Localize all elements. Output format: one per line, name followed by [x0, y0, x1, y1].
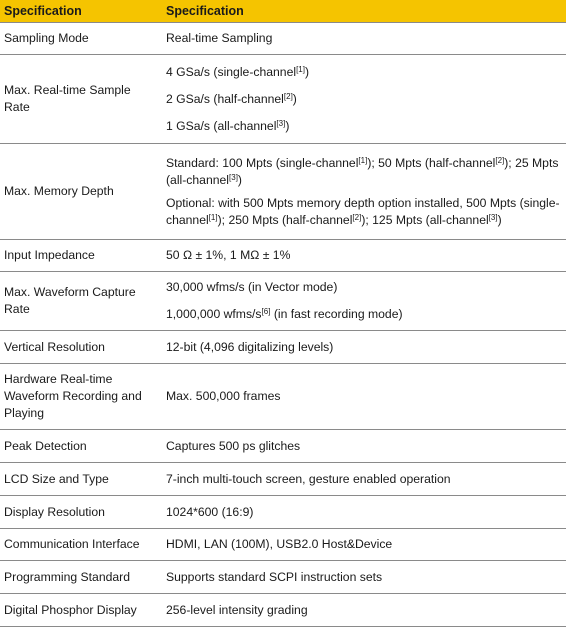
spec-label: Vertical Resolution [0, 331, 160, 364]
table-row [0, 331, 566, 364]
table-row [0, 55, 566, 144]
spec-label: Max. Real-time Sample Rate [0, 55, 160, 144]
spec-value: Supports standard SCPI instruction sets [160, 561, 566, 594]
spec-label: Digital Phosphor Display [0, 594, 160, 627]
table-row [0, 144, 566, 240]
spec-value: 7-inch multi-touch screen, gesture enabled operation [160, 463, 566, 496]
spec-value: 12-bit (4,096 digitalizing levels) [160, 331, 566, 364]
spec-value: 256-level intensity grading [160, 594, 566, 627]
spec-value: 30,000 wfms/s (in Vector mode) 1,000,000 wfms/s[6] (in fast recording mode) [160, 272, 566, 331]
spec-value: Real-time Sampling [160, 23, 566, 55]
spec-label: Sampling Mode [0, 23, 160, 55]
spec-value: 1024*600 (16:9) [160, 496, 566, 529]
table-row [0, 430, 566, 463]
spec-value: 4 GSa/s (single-channel[1]) 2 GSa/s (half-channel[2]) 1 GSa/s (all-channel[3]) [160, 55, 566, 144]
spec-value: Standard: 100 Mpts (single-channel[1]); 50 Mpts (half-channel[2]); 25 Mpts (all-channel[3]) Optional: with 500 Mpts memory depth option installed, 500 Mpts (single-channel[1]); 250 Mpts (half-channel[2]); 125 Mpts (all-channel[3]) [160, 144, 566, 240]
table-row [0, 529, 566, 561]
table-row [0, 594, 566, 627]
header-row [0, 0, 566, 23]
spec-value: 50 Ω ± 1%, 1 MΩ ± 1% [160, 240, 566, 272]
spec-label: Communication Interface [0, 529, 160, 561]
table-row [0, 272, 566, 331]
table-row [0, 23, 566, 55]
table-row [0, 496, 566, 529]
spec-label: Max. Memory Depth [0, 144, 160, 240]
spec-label: Programming Standard [0, 561, 160, 594]
header-col-2: Specification [160, 0, 566, 23]
spec-value: Captures 500 ps glitches [160, 430, 566, 463]
spec-label: Hardware Real-time Waveform Recording and Playing [0, 364, 160, 430]
table-row [0, 463, 566, 496]
spec-value: HDMI, LAN (100M), USB2.0 Host&Device [160, 529, 566, 561]
spec-label: Input Impedance [0, 240, 160, 272]
spec-label: LCD Size and Type [0, 463, 160, 496]
table-row [0, 561, 566, 594]
header-col-1: Specification [0, 0, 160, 23]
spec-label: Display Resolution [0, 496, 160, 529]
table-row [0, 240, 566, 272]
spec-label: Max. Waveform Capture Rate [0, 272, 160, 331]
table-row [0, 364, 566, 430]
spec-label: Peak Detection [0, 430, 160, 463]
spec-value: Max. 500,000 frames [160, 364, 566, 430]
